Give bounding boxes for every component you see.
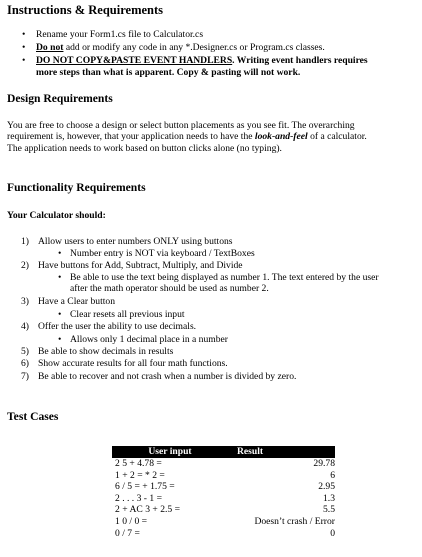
design-line-1: You are free to choose a design or select button placements as you see fit. The overarching [7, 120, 355, 131]
design-line-2-a: requirement is, however, that your application needs to have the [7, 131, 255, 143]
instruction-part: Rename your Form1.cs file to Calculator.cs [36, 29, 204, 40]
header-user-input: User input [112, 446, 225, 458]
page-title: Instructions & Requirements [7, 3, 164, 17]
requirement-number: 7) [21, 371, 29, 382]
cell-result: 1.3 [323, 492, 335, 504]
table-row [112, 470, 335, 482]
bullet-icon: • [58, 334, 62, 345]
cell-user-input: 0 / 7 = [115, 527, 140, 539]
requirement-text: Be able to recover and not crash when a number is divided by zero. [38, 371, 297, 382]
bullet-icon: • [22, 55, 26, 66]
design-heading: Design Requirements [7, 92, 113, 105]
cell-result: 5.5 [323, 504, 335, 516]
header-result: Result [225, 446, 335, 458]
instruction-part: . Writing event handlers requires [232, 55, 368, 66]
requirement-text: Allow users to enter numbers ONLY using buttons [38, 236, 233, 247]
design-line-3: The application needs to work based on button clicks alone (no typing). [7, 142, 282, 154]
requirement-subitem-text: Be able to use the text being displayed as number 1. The text entered by the user [70, 272, 379, 283]
requirement-text: Show accurate results for all four math functions. [38, 358, 228, 369]
requirement-subitem-text: Allows only 1 decimal place in a number [70, 334, 228, 345]
bullet-icon: • [58, 272, 62, 283]
design-line-2 [7, 131, 419, 142]
requirement-number: 1) [21, 236, 29, 247]
instruction-text [36, 55, 368, 66]
instruction-text [36, 67, 300, 78]
instruction-part: Do not [36, 42, 64, 53]
requirement-subitem-text: Clear resets all previous input [70, 309, 185, 320]
cell-result: Doesn’t crash / Error [254, 515, 335, 527]
requirement-number: 4) [21, 321, 29, 332]
table-header-row [112, 446, 335, 458]
bullet-icon: • [22, 29, 26, 40]
bullet-icon: • [58, 309, 62, 320]
design-line-2-b: of a calculator. [307, 131, 367, 143]
requirement-text: Be able to show decimals in results [38, 346, 174, 357]
bullet-icon: • [58, 248, 62, 259]
instruction-part: add or modify any code in any *.Designer.cs or Program.cs classes. [63, 42, 325, 53]
requirement-text: Offer the user the ability to use decimals. [38, 321, 197, 332]
requirement-number: 6) [21, 358, 29, 369]
table-row [112, 504, 335, 516]
instruction-part: more steps than what is apparent. Copy & pasting will not work. [36, 67, 301, 78]
cell-user-input: 2 5 + 4.78 = [115, 458, 162, 469]
requirement-text: Have buttons for Add, Subtract, Multiply, and Divide [38, 260, 243, 271]
design-emphasis: look-and-feel [254, 131, 308, 143]
cell-user-input: 1 + 2 = * 2 = [115, 469, 165, 481]
table-row [112, 493, 335, 505]
design-paragraph [7, 120, 419, 154]
instruction-text [36, 29, 203, 40]
requirement-continuation-text: after the math operator should be used as number 2. [70, 283, 269, 294]
instruction-part: DO NOT COPY&PASTE EVENT HANDLERS [36, 55, 233, 66]
instruction-text [36, 42, 325, 53]
requirement-number: 5) [21, 346, 29, 357]
functionality-heading: Functionality Requirements [7, 181, 146, 194]
table-row [112, 458, 335, 470]
test-cases-heading: Test Cases [7, 410, 59, 423]
bullet-icon: • [22, 42, 26, 53]
cell-result: 0 [330, 527, 335, 539]
cell-user-input: 2 + AC 3 + 2.5 = [115, 504, 181, 516]
requirement-number: 3) [21, 296, 29, 307]
requirement-text: Have a Clear button [38, 296, 115, 307]
cell-result: 2.95 [318, 481, 335, 493]
test-cases-table [112, 446, 335, 539]
functionality-subheading: Your Calculator should: [7, 210, 106, 221]
requirement-number: 2) [21, 260, 29, 271]
table-row [112, 516, 335, 528]
cell-user-input: 1 0 / 0 = [115, 515, 148, 527]
cell-user-input: 6 / 5 = + 1.75 = [115, 481, 175, 493]
requirement-subitem-text: Number entry is NOT via keyboard / TextBoxes [70, 248, 255, 259]
cell-result: 6 [330, 469, 335, 481]
table-row [112, 481, 335, 493]
cell-result: 29.78 [313, 458, 335, 469]
cell-user-input: 2 . . . 3 - 1 = [115, 492, 162, 504]
table-row [112, 528, 335, 540]
